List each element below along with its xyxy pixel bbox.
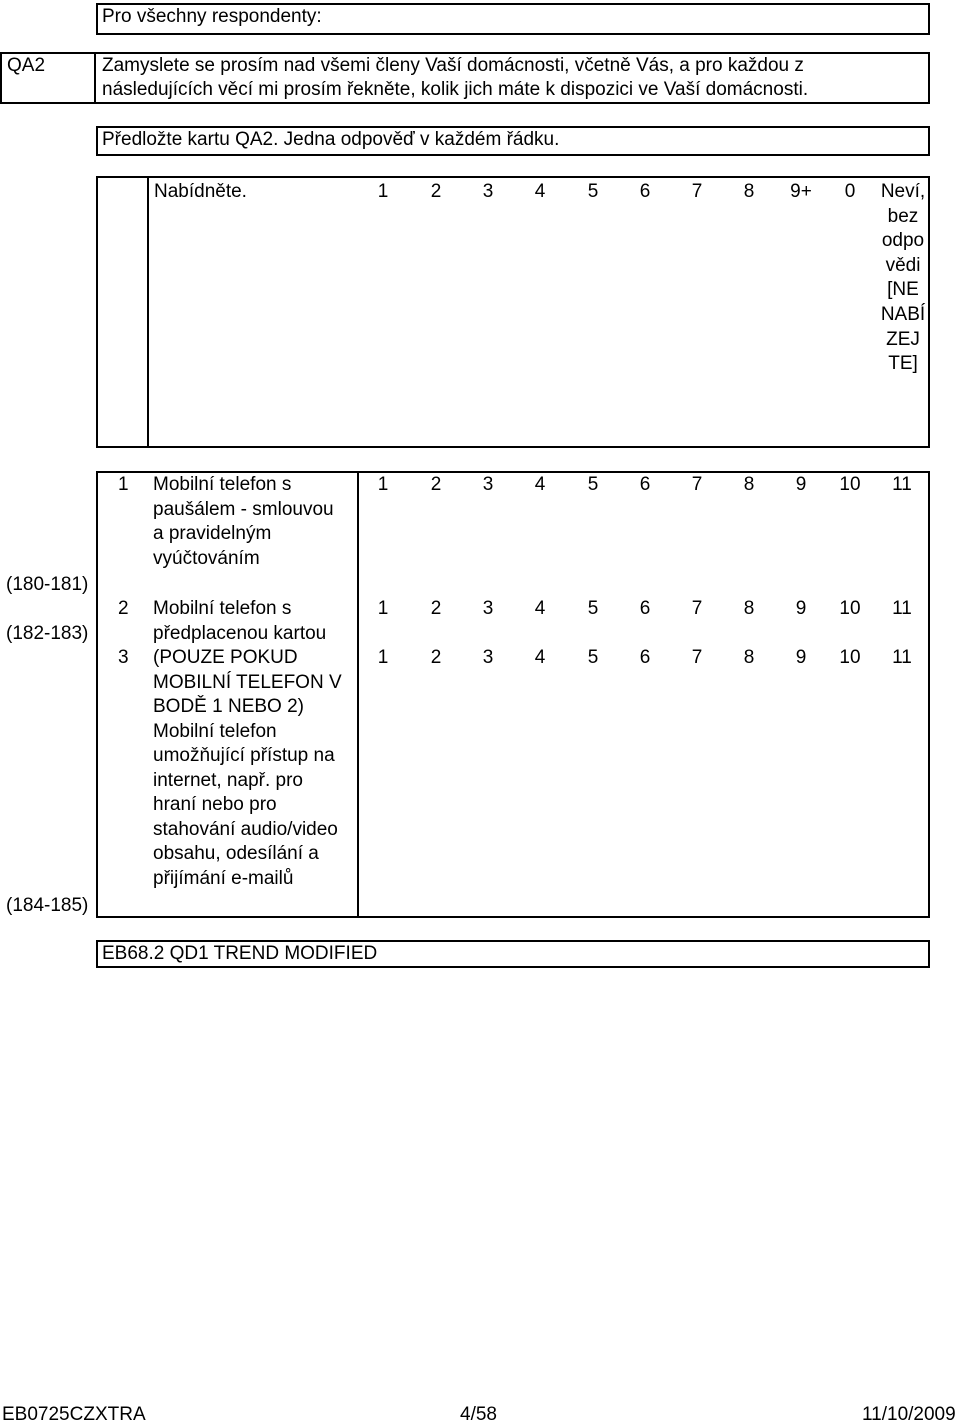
answer-code[interactable]: 1: [377, 598, 389, 619]
answer-code[interactable]: 10: [839, 598, 861, 619]
dont-know-label-line: ZEJ: [886, 328, 920, 350]
answer-code[interactable]: 7: [691, 474, 703, 495]
answer-code[interactable]: 11: [892, 598, 912, 619]
item-label-line: umožňující přístup na: [153, 745, 335, 766]
answer-code[interactable]: 4: [534, 474, 546, 495]
item-label-line: paušálem - smlouvou: [153, 498, 334, 520]
scale-header-value: 6: [639, 181, 651, 202]
answer-code[interactable]: 9: [795, 474, 807, 495]
scale-header-value: 7: [691, 181, 703, 202]
item-label-line: Mobilní telefon s: [153, 598, 292, 619]
answer-code[interactable]: 5: [587, 474, 599, 495]
scale-header-value: 5: [587, 181, 599, 202]
item-label-line: BODĚ 1 NEBO 2): [153, 696, 304, 717]
footer-date: 11/10/2009: [862, 1404, 956, 1425]
answer-code[interactable]: 10: [839, 647, 861, 668]
dont-know-label-line: vědi: [885, 254, 921, 276]
item-label-line: (POUZE POKUD: [153, 647, 298, 668]
scale-header-box: [96, 176, 930, 448]
question-text-line-1: Zamyslete se prosím nad všemi členy Vaší domácnosti, včetně Vás, a pro každou z: [102, 55, 804, 76]
footer-page-number: 4/58: [460, 1404, 497, 1425]
item-label-line: předplacenou kartou: [153, 622, 327, 644]
scale-header-value: 0: [844, 181, 856, 202]
answer-code[interactable]: 11: [892, 647, 912, 668]
item-label-line: MOBILNÍ TELEFON V: [153, 671, 342, 693]
answer-code[interactable]: 9: [795, 598, 807, 619]
items-divider: [357, 471, 359, 918]
item-label-line: a pravidelným: [153, 523, 272, 544]
answer-code[interactable]: 2: [430, 598, 442, 619]
offer-label: Nabídněte.: [154, 181, 247, 202]
answer-code[interactable]: 2: [430, 647, 442, 668]
answer-code[interactable]: 7: [691, 647, 703, 668]
code-item-2: (182-183): [6, 623, 89, 644]
answer-code[interactable]: 6: [639, 647, 651, 668]
trend-note: EB68.2 QD1 TREND MODIFIED: [102, 943, 378, 964]
answer-code[interactable]: 5: [587, 598, 599, 619]
dont-know-label-line: [NE: [887, 279, 919, 301]
scale-header-value: 1: [377, 181, 389, 202]
answer-code[interactable]: 3: [482, 474, 494, 495]
dont-know-label-line: bez: [887, 205, 919, 227]
scale-header-value: 2: [430, 181, 442, 202]
item-number: 3: [118, 647, 129, 668]
answer-code[interactable]: 11: [892, 474, 912, 495]
code-item-3: (184-185): [6, 895, 89, 916]
answer-code[interactable]: 6: [639, 474, 651, 495]
question-code: QA2: [7, 55, 46, 76]
answer-code[interactable]: 6: [639, 598, 651, 619]
instruction-text: Předložte kartu QA2. Jedna odpověď v každém řádku.: [102, 129, 560, 150]
item-label-line: Mobilní telefon s: [153, 474, 292, 495]
answer-code[interactable]: 8: [743, 647, 755, 668]
dont-know-label-line: Neví,: [880, 181, 926, 202]
answer-code[interactable]: 7: [691, 598, 703, 619]
dont-know-label-line: NABÍ: [880, 304, 926, 325]
answer-code[interactable]: 5: [587, 647, 599, 668]
answer-code[interactable]: 4: [534, 647, 546, 668]
answer-code[interactable]: 10: [839, 474, 861, 495]
item-label-line: vyúčtováním: [153, 547, 260, 569]
scale-header-value: 4: [534, 181, 546, 202]
item-number: 1: [118, 474, 129, 495]
item-label-line: stahování audio/video: [153, 818, 338, 840]
question-text-line-2: následujících věcí mi prosím řekněte, kolik jich máte k dispozici ve Vaší domácnosti.: [102, 79, 809, 100]
answer-code[interactable]: 3: [482, 598, 494, 619]
scale-header-value: 9+: [790, 181, 812, 202]
answer-code[interactable]: 8: [743, 598, 755, 619]
item-label-line: hraní nebo pro: [153, 794, 277, 815]
item-label-line: přijímání e-mailů: [153, 867, 294, 889]
item-label-line: Mobilní telefon: [153, 720, 277, 742]
scale-header-divider: [147, 176, 149, 448]
answer-code[interactable]: 8: [743, 474, 755, 495]
scale-header-value: 8: [743, 181, 755, 202]
dont-know-label-line: TE]: [888, 353, 918, 375]
answer-code[interactable]: 3: [482, 647, 494, 668]
item-label-line: obsahu, odesílání a: [153, 843, 319, 864]
answer-code[interactable]: 1: [377, 474, 389, 495]
code-item-1: (180-181): [6, 574, 89, 595]
item-label-line: internet, např. pro: [153, 769, 303, 791]
answer-code[interactable]: 9: [795, 647, 807, 668]
answer-code[interactable]: 1: [377, 647, 389, 668]
question-divider: [94, 52, 96, 104]
header-all-respondents: Pro všechny respondenty:: [102, 6, 322, 27]
footer-doc-id: EB0725CZXTRA: [2, 1404, 146, 1425]
dont-know-label-line: odpo: [881, 230, 925, 252]
scale-header-value: 3: [482, 181, 494, 202]
item-number: 2: [118, 598, 129, 619]
answer-code[interactable]: 2: [430, 474, 442, 495]
answer-code[interactable]: 4: [534, 598, 546, 619]
